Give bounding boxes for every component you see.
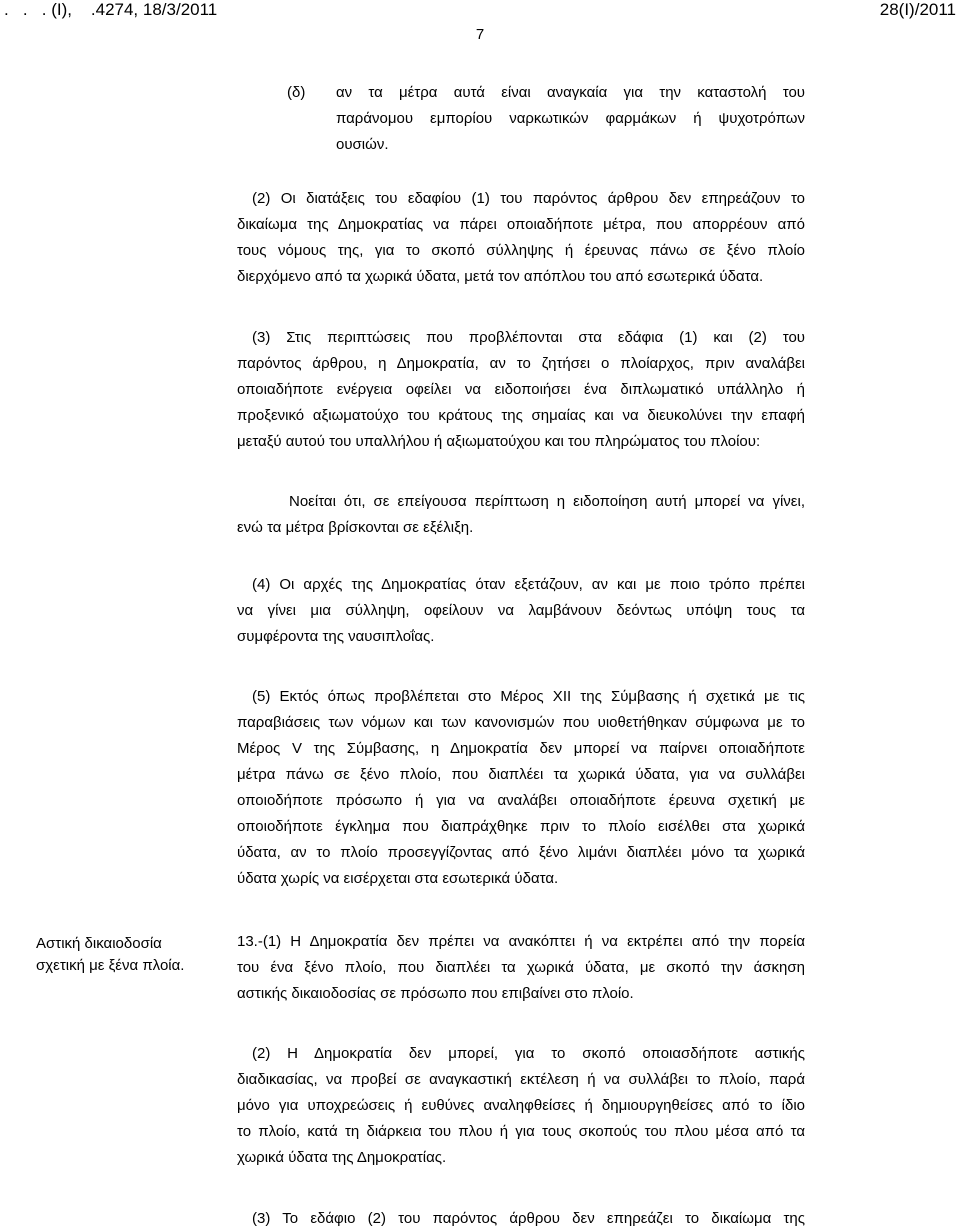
text-line: δικαίωμα της Δημοκρατίας να πάρει οποιαδήποτε μέτρα, που απορρέουν από: [237, 216, 805, 233]
text-line: μέτρα πάνω σε ξένο πλοίο, που διαπλέει τα χωρικά ύδατα, για να συλλάβει: [237, 766, 805, 783]
text-line: 13.-(1) Η Δημοκρατία δεν πρέπει να ανακόπτει ή να εκτρέπει από την πορεία: [237, 933, 805, 950]
text-line: αν τα μέτρα αυτά είναι αναγκαία για την καταστολή του: [336, 84, 805, 101]
text-line: συμφέροντα της ναυσιπλοΐας.: [237, 628, 435, 645]
paragraph-4: [237, 572, 805, 650]
text-line: (4) Οι αρχές της Δημοκρατίας όταν εξετάζουν, αν και με ποιο τρόπο πρέπει: [252, 576, 805, 593]
paragraph-d: [336, 80, 805, 158]
text-line: παράνομου εμπορίου ναρκωτικών φαρμάκων ή ψυχοτρόπων: [336, 110, 805, 127]
paragraph-label-d: (δ): [287, 84, 306, 101]
document-header-left: . . . (Ι), .4274, 18/3/2011: [4, 0, 218, 19]
proviso: [237, 489, 805, 541]
text-line: αστικής δικαιοδοσίας σε πρόσωπο που επιβαίνει στο πλοίο.: [237, 985, 634, 1002]
text-line: τους νόμους της, για το σκοπό σύλληψης ή έρευνας πάνω σε ξένο πλοίο: [237, 242, 805, 259]
section-13-paragraph-2: [237, 1041, 805, 1171]
text-line: χωρικά ύδατα της Δημοκρατίας.: [237, 1149, 447, 1166]
section-13-paragraph-1: [237, 929, 805, 1007]
text-line: οποιοδήποτε έγκλημα που διαπράχθηκε πριν το πλοίο εισέλθει στα χωρικά: [237, 818, 805, 835]
text-line: διερχόμενο από τα χωρικά ύδατα, μετά τον απόπλου του από εσωτερικά ύδατα.: [237, 268, 764, 285]
text-line: (3) Στις περιπτώσεις που προβλέπονται στα εδάφια (1) και (2) του: [252, 329, 805, 346]
text-line: οποιαδήποτε ενέργεια οφείλει να ειδοποιήσει ένα διπλωματικό υπάλληλο ή: [237, 381, 805, 398]
text-line: μόνο για υποχρεώσεις ή ευθύνες αναληφθείσες ή δημιουργηθείσες από το ίδιο: [237, 1097, 805, 1114]
text-line: ύδατα, αν το πλοίο προσεγγίζοντας από ξένο λιμάνι διαπλέει μόνο τα χωρικά: [237, 844, 805, 861]
page-number: 7: [475, 26, 485, 43]
margin-note: [36, 933, 226, 977]
text-line: διαδικασίας, να προβεί σε αναγκαστική εκτέλεση ή να συλλάβει το πλοίο, παρά: [237, 1071, 805, 1088]
text-line: ουσιών.: [336, 136, 389, 153]
text-line: το πλοίο, κατά τη διάρκεια του πλου ή για τους σκοπούς του πλου μέσα από τα: [237, 1123, 805, 1140]
text-line: (2) Οι διατάξεις του εδαφίου (1) του παρόντος άρθρου δεν επηρεάζουν το: [252, 190, 805, 207]
law-number: 28(Ι)/2011: [879, 0, 956, 19]
margin-note-line: Αστική δικαιοδοσία: [36, 935, 162, 952]
paragraph-5: [237, 684, 805, 892]
text-line: (3) Το εδάφιο (2) του παρόντος άρθρου δεν επηρεάζει το δικαίωμα της: [252, 1210, 805, 1227]
text-line: οποιοδήποτε πρόσωπο ή για να αναλάβει οποιαδήποτε έρευνα σχετική με: [237, 792, 805, 809]
paragraph-2: [237, 186, 805, 290]
text-line: ενώ τα μέτρα βρίσκονται σε εξέλιξη.: [237, 519, 474, 536]
margin-note-line: σχετική με ξένα πλοία.: [36, 957, 185, 974]
text-line: του ένα ξένο πλοίο, που διαπλέει τα χωρικά ύδατα, με σκοπό την άσκηση: [237, 959, 805, 976]
text-line: (2) Η Δημοκρατία δεν μπορεί, για το σκοπό οποιασδήποτε αστικής: [252, 1045, 805, 1062]
text-line: να γίνει μια σύλληψη, οφείλουν να λαμβάνουν δεόντως υπόψη τους τα: [237, 602, 805, 619]
text-line: παραβιάσεις των νόμων και των κανονισμών που υιοθετήθηκαν σύμφωνα με το: [237, 714, 805, 731]
paragraph-3: [237, 325, 805, 455]
text-line: μεταξύ αυτού του υπαλλήλου ή αξιωματούχου και του πληρώματος του πλοίου:: [237, 433, 761, 450]
section-13-paragraph-3: [237, 1206, 805, 1232]
text-line: προξενικό αξιωματούχο του κράτους της σημαίας και να διευκολύνει την επαφή: [237, 407, 805, 424]
text-line: (5) Εκτός όπως προβλέπεται στο Μέρος XII της Σύμβασης ή σχετικά με τις: [252, 688, 805, 705]
text-line: ύδατα χωρίς να εισέρχεται στα εσωτερικά ύδατα.: [237, 870, 559, 887]
text-line: Νοείται ότι, σε επείγουσα περίπτωση η ειδοποίηση αυτή μπορεί να γίνει,: [289, 493, 805, 510]
text-line: παρόντος άρθρου, η Δημοκρατία, αν το ζητήσει ο πλοίαρχος, πριν αναλάβει: [237, 355, 805, 372]
text-line: Μέρος V της Σύμβασης, η Δημοκρατία δεν μπορεί να παίρνει οποιαδήποτε: [237, 740, 805, 757]
